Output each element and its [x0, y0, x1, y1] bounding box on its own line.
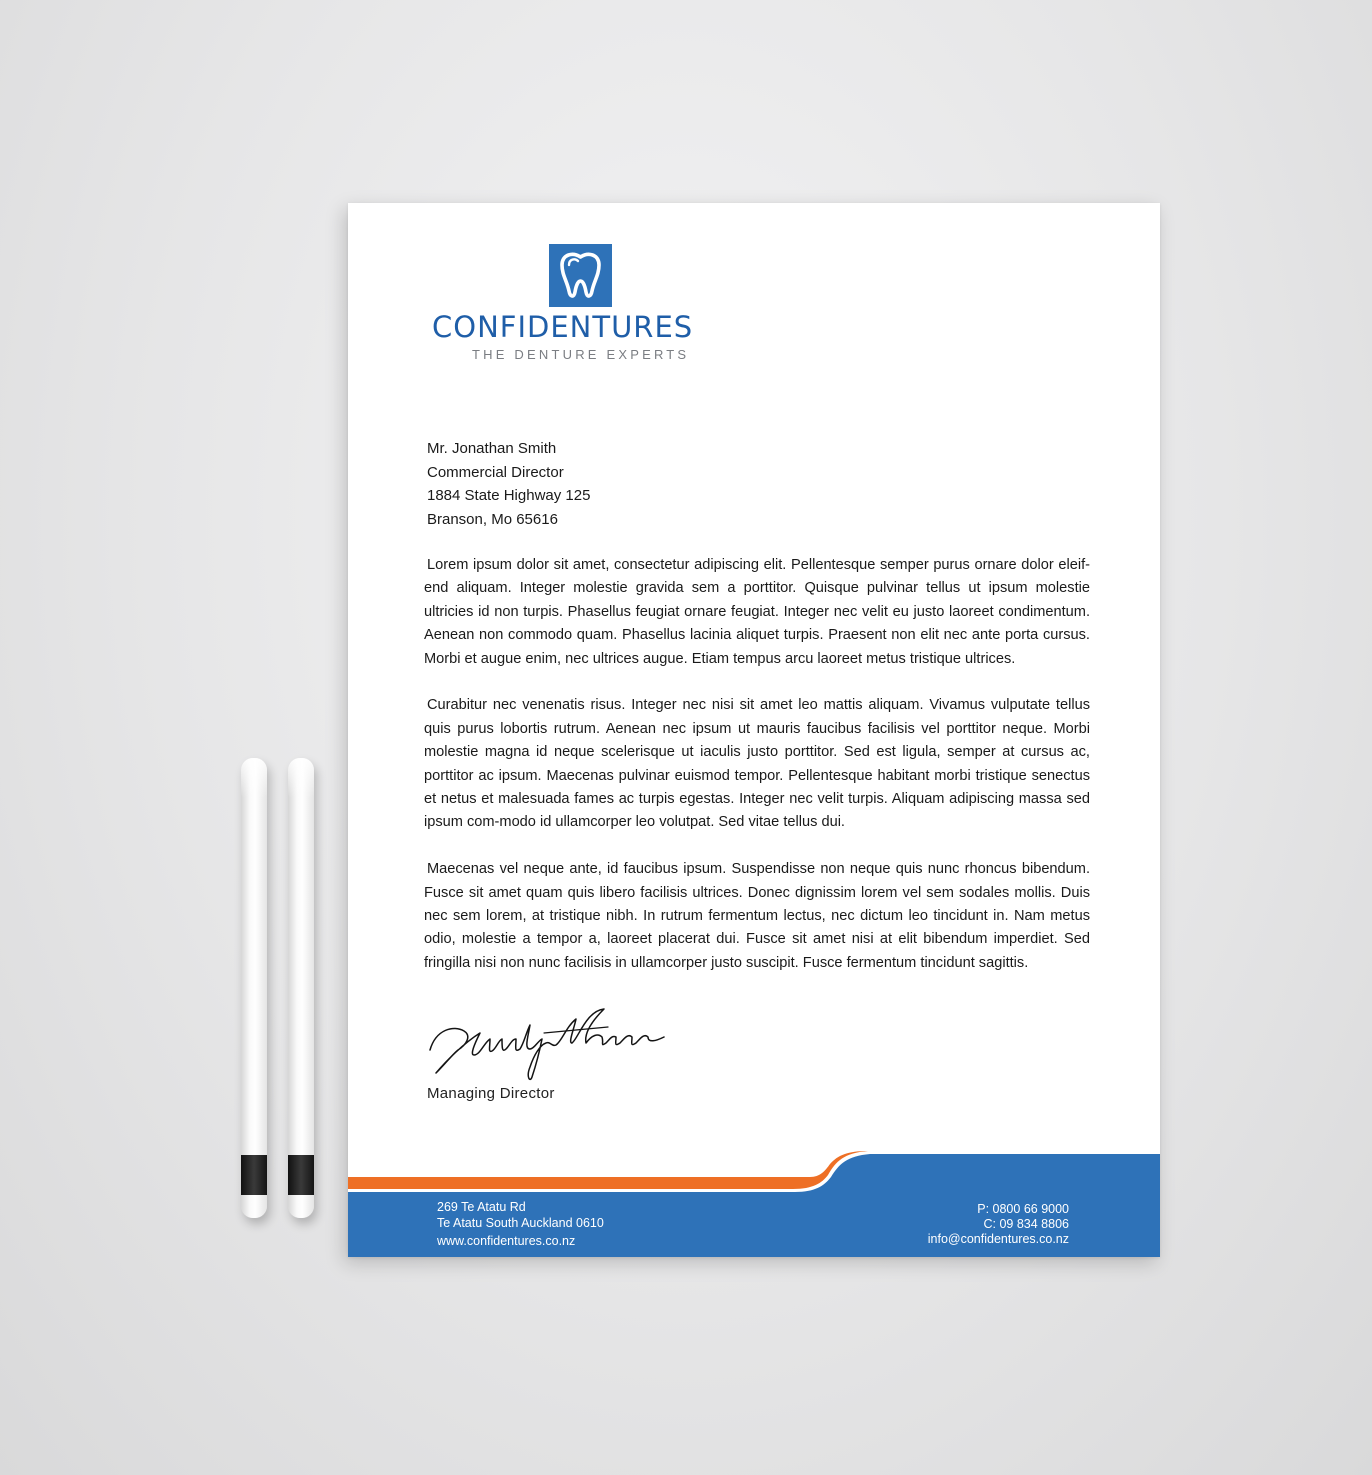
signer-title: Managing Director	[427, 1085, 555, 1102]
footer-address-line1: 269 Te Atatu Rd	[437, 1200, 526, 1214]
recipient-block	[427, 437, 590, 531]
marker-band	[288, 1155, 314, 1195]
footer-address-line2: Te Atatu South Auckland 0610	[437, 1215, 604, 1230]
recipient-title: Commercial Director	[427, 463, 564, 481]
footer-website-link[interactable]: www.confidentures.co.nz	[437, 1234, 576, 1248]
footer-contact	[928, 1202, 1069, 1246]
marker-band	[241, 1155, 267, 1195]
recipient-name: Mr. Jonathan Smith	[427, 440, 557, 457]
tooth-icon	[549, 244, 612, 307]
letterhead-sheet	[348, 203, 1160, 1257]
footer-address	[437, 1200, 604, 1250]
recipient-address-line1: 1884 State Highway 125	[427, 487, 591, 504]
handwritten-signature	[426, 1003, 671, 1083]
brand-name: CONFIDENTURES	[432, 310, 694, 344]
footer-phone: P: 0800 66 9000	[977, 1202, 1069, 1216]
footer-cell: C: 09 834 8806	[983, 1216, 1069, 1231]
footer-email-link[interactable]: info@confidentures.co.nz	[927, 1231, 1069, 1246]
marker-pen-left	[241, 758, 267, 1218]
body-paragraph: Maecenas vel neque ante, id faucibus ipsum. Suspendisse non neque quis nunc rhoncus bibendum. Fusce sit amet quam quis libero facilisis ultrices. Donec dignissim lorem vel sem sodales mollis. Duis nec sem lorem, at tristique nibh. In rutrum fermentum lectus, nec dictum leo tincidunt in. Nam metus odio, molestie a tempor a, laoreet placerat dui. Fusce sit amet nisi at elit bibendum imperdiet. Sed fringilla nisi non nunc facilisis in ullamcorper justo suscipit. Fusce fermentum tincidunt sagittis.	[424, 861, 1090, 971]
recipient-address-line2: Branson, Mo 65616	[427, 510, 558, 528]
brand-tagline: THE DENTURE EXPERTS	[472, 347, 690, 362]
letter-body	[424, 554, 1090, 999]
marker-pen-right	[288, 758, 314, 1218]
body-paragraph: Lorem ipsum dolor sit amet, consectetur adipiscing elit. Pellentesque semper purus ornare dolor eleif-end aliquam. Integer molestie gravida sem a porttitor. Quisque pulvinar tellus ut ipsum molestie ultricies id non turpis. Phasellus feugiat ornare feugiat. Integer nec velit eu justo laoreet condimentum. Aenean non commodo quam. Phasellus lacinia aliquet turpis. Praesent non elit nec ante porta cursus. Morbi et augue enim, nec ultrices augue. Etiam tempus arcu laoreet metus tristique ultrices.	[424, 557, 1090, 667]
body-paragraph: Curabitur nec venenatis risus. Integer nec nisi sit amet leo mattis aliquam. Vivamus vulputate tellus quis purus lobortis rutrum. Aenean nec ipsum ut mauris faucibus facilisis vel porttitor neque. Morbi molestie magna id neque scelerisque ut iaculis justo porttitor. Sed est ligula, semper at cursus ac, porttitor ac ipsum. Maecenas pulvinar euismod tempor. Pellentesque habitant morbi tristique senectus et netus et malesuada fames ac turpis egestas. Integer nec velit turpis. Aliquam adipiscing massa sed ipsum com-modo id ullamcorper leo volutpat. Sed vitae tellus dui.	[424, 697, 1090, 831]
